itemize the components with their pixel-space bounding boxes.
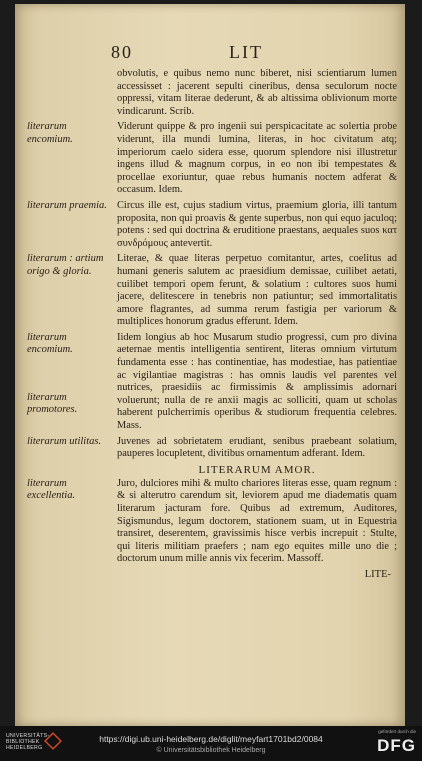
page-header [111, 42, 385, 64]
permalink[interactable]: https://digi.ub.uni-heidelberg.de/diglit/meyfart1701bd2/0084 [99, 734, 323, 744]
catchword: LITE- [364, 568, 391, 580]
book-page [15, 4, 405, 726]
paragraph: Juvenes ad sobrietatem erudiant, senibus praebeant solatium, pauperes locupletent, divitibus ornamentum adferant. Idem. [117, 435, 397, 460]
page-body [27, 68, 397, 580]
paragraph: Juro, dulciores mihi & multo chariores literas esse, quam regnum : & si alterutro carendum sit, leviorem apud me diadematis quam literarum jacturam fore. Quibus ad extremum, Auditores, Sigismundus, legum doctorem, stationem suam, ut in Equestria transiret, deserentem, gravissimis hisce verbis increpuit : Stulte, qui literis militiam praefers ; nam ego equites mille uno die ; doctorum unum mille annis vix fecerim. Massoff. [117, 477, 397, 565]
marginal-note: literarum : artium origo & gloria. [27, 253, 104, 277]
marginal-note: literarum promotores. [27, 391, 78, 416]
text-entry [27, 121, 397, 197]
viewer-footer [0, 726, 422, 761]
paragraph: Iidem longius ab hoc Musarum studio progressi, cum pro divina aeternae mentis intelligentia sentirent, literas omnium virtutum fundamenta esse : has continentiae, has modestiae, has patientiae ac vigilantiae magistras : has omnis laudis vel parentes vel nutrices, praesidiis ac firmissimis & amplissimis adornari voluerunt; nulla de re anxii magis ac solliciti, quam ut scholas haberent pulcherrimis operibus & studiorum frequentia celebres. Mass. [117, 331, 397, 432]
marginal-note: literarum excellentia. [27, 477, 76, 502]
text-entry [27, 478, 397, 566]
dfg-logo: DFG [377, 736, 416, 755]
text-entry [27, 68, 397, 118]
marginal-note: literarum encomium. [27, 331, 73, 356]
text-entry [27, 200, 397, 250]
running-title: LIT [229, 42, 263, 62]
paragraph: Circus ille est, cujus stadium virtus, praemium gloria, illi tantum proposita, non qui proavis & gente superbus, non qui equo jaculoq; potens : sed qui doctrina & eruditione praestans, aequales suos κατ συνδρόμους antevertit. [117, 199, 397, 249]
funder-note: gefördert durch die [378, 729, 416, 734]
paragraph: Literae, & quae literas perpetuo comitantur, artes, coelitus ad humani generis salutem ac praesidium demissae, cuilibet aetati, cuilibet tempori opem ferunt, & solatium : cultores suos humi jacere, delitescere in tenebris non patiuntur; sed immortalitatis amore flagrantes, ad summa rerum fastigia per variorum & multiplices honorum gradus efferunt. Idem. [117, 253, 397, 328]
license-note: © Universitätsbibliothek Heidelberg [156, 747, 266, 754]
marginal-note: literarum utilitas. [27, 435, 102, 447]
text-entry [27, 253, 397, 329]
marginal-note: literarum encomium. [27, 121, 73, 145]
text-entry [27, 332, 397, 433]
paragraph: obvolutis, e quibus nemo nunc biberet, nisi scientiarum lumen accessisset : jacerent sepulti cineribus, densa seculorum nocte oppressi, vitam literae dederunt, & ab altissima oblivionum morte vindicarunt. Scrib. [117, 68, 397, 117]
paragraph: Viderunt quippe & pro ingenii sui perspicacitate ac solertia probe viderunt, illa mundi lumina, literas, in hoc civitatum atq; imperiorum caelo sidera esse, quorum splendore nisi illustretur ingens illud & magnum corpus, in eo non ibi tempestates & procellae exoriuntur, quae rebus humanis noctem adferat & occasum. Idem. [117, 121, 397, 196]
text-entry [27, 436, 397, 461]
page-number: 80 [111, 42, 133, 62]
library-logo: UNIVERSITÄTS-BIBLIOTHEK HEIDELBERG [6, 733, 50, 751]
marginal-note: literarum praemia. [27, 199, 107, 211]
section-heading: LITERARUM AMOR. [198, 463, 316, 476]
